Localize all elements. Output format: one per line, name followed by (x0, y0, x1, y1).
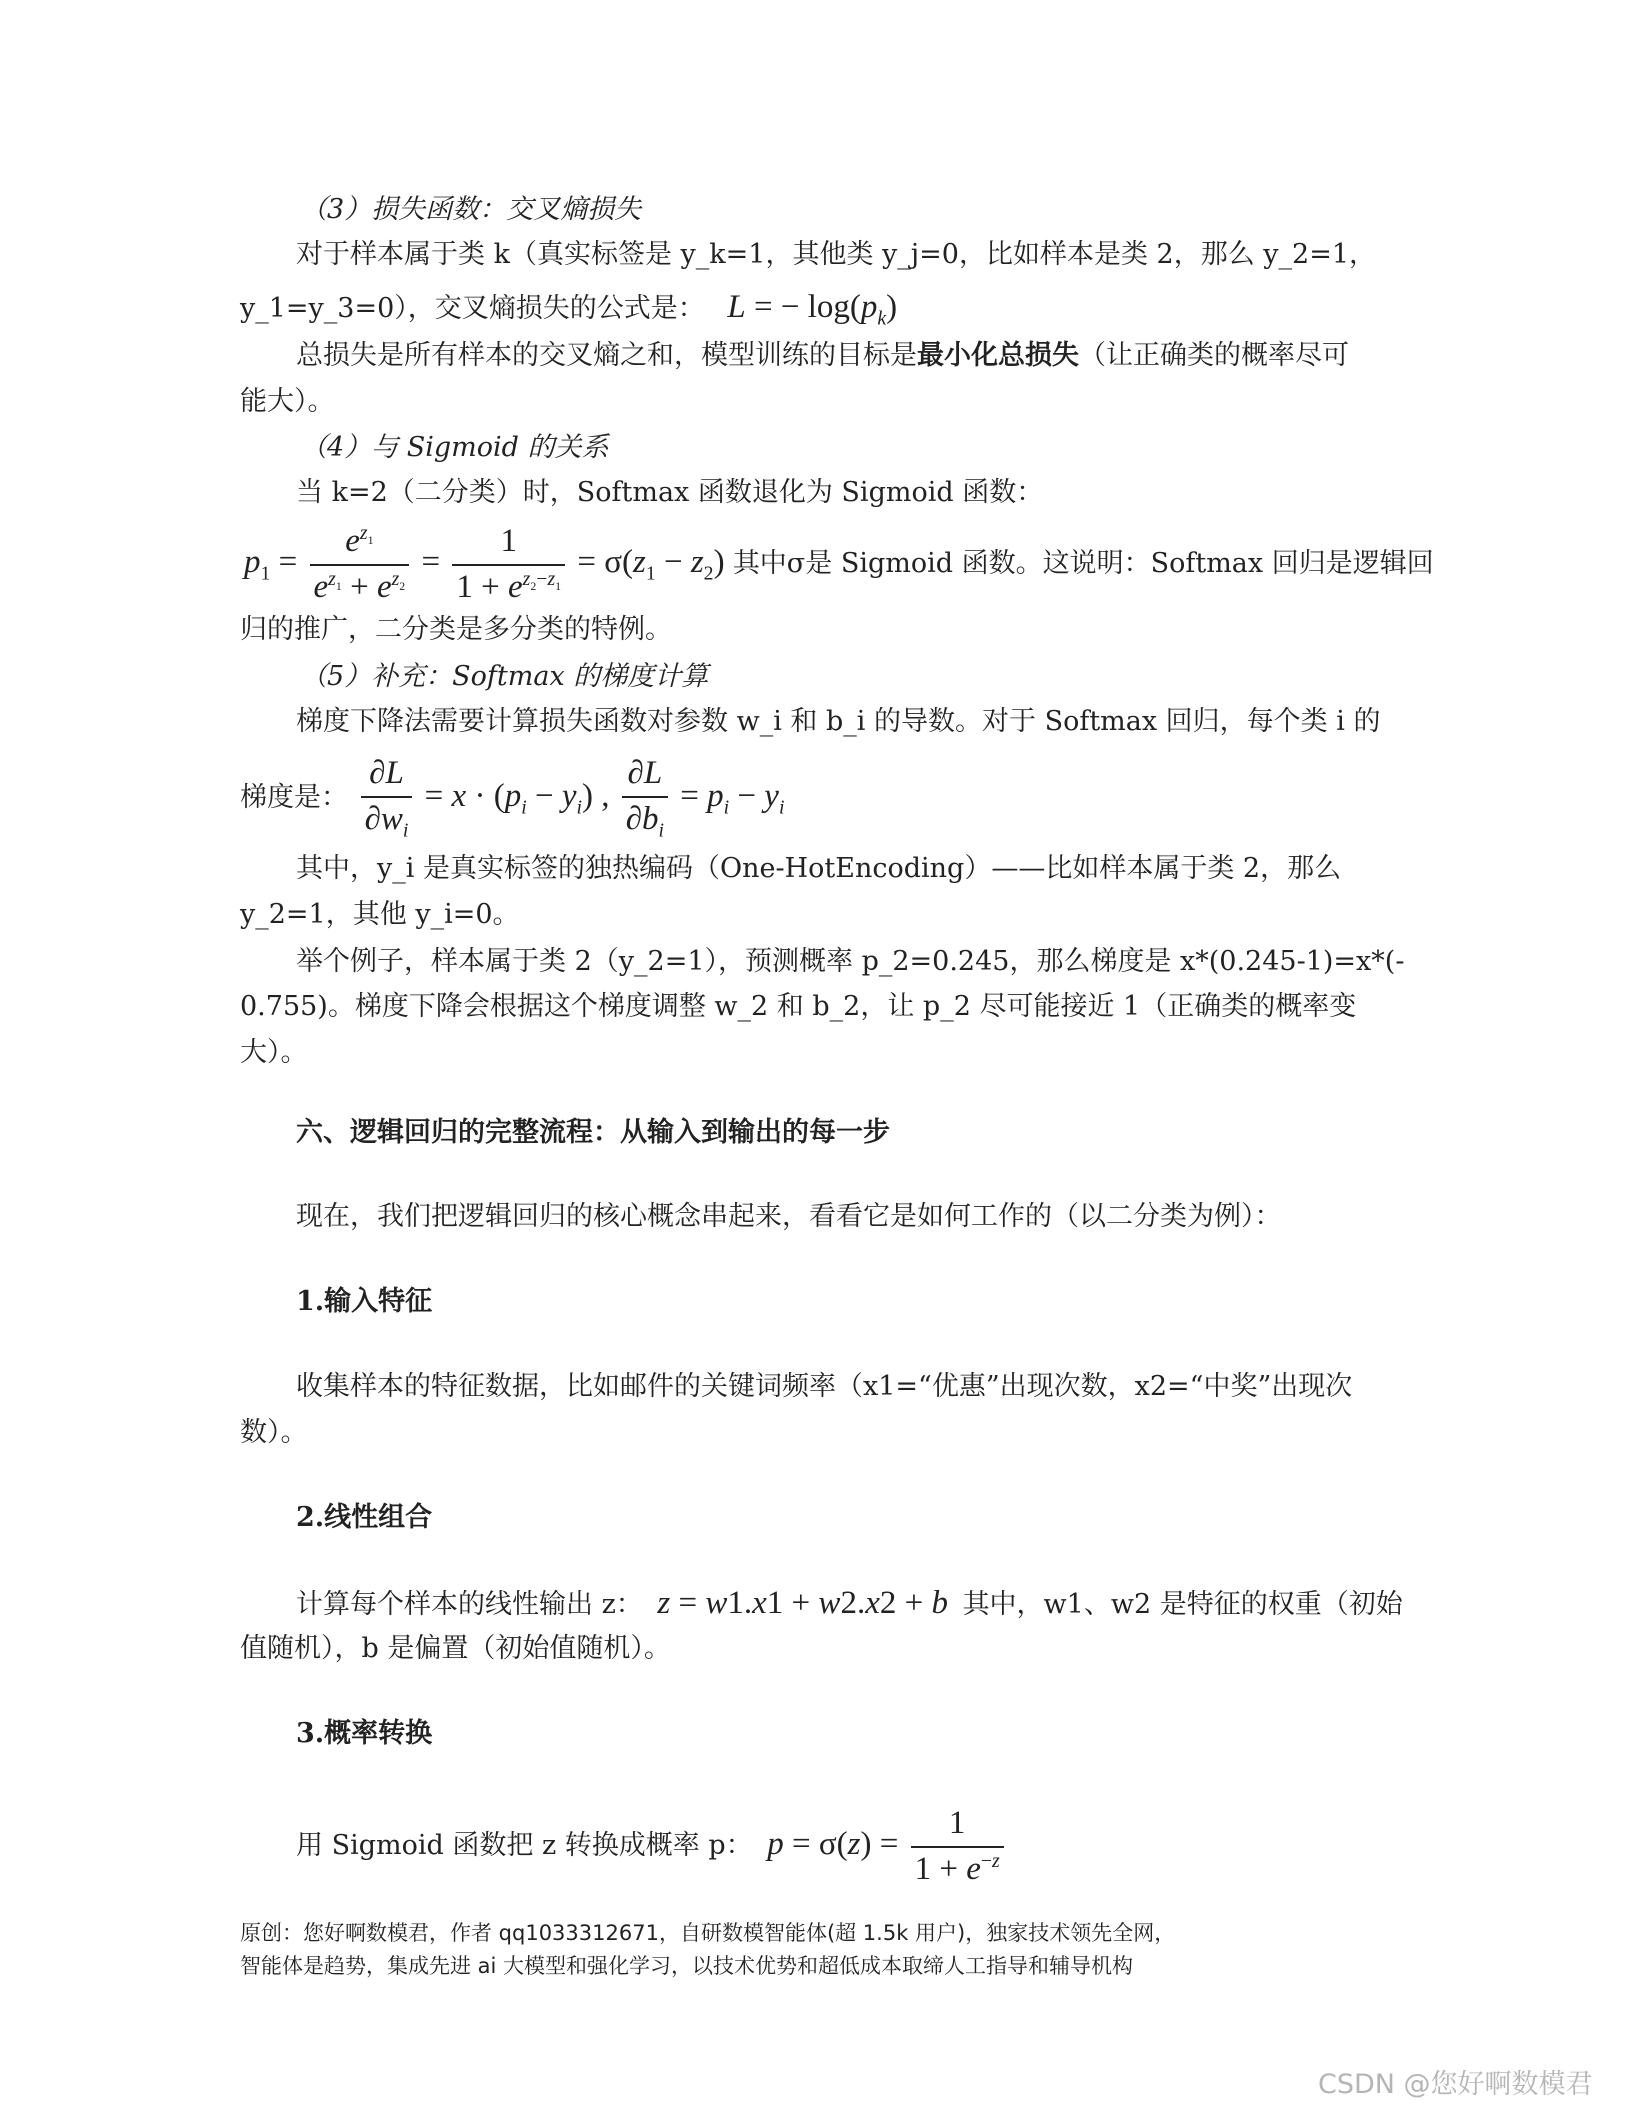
fraction-dl-db: $\frac{\partial L}{\partial b_i}$ (622, 754, 668, 843)
sec3-heading: （3）损失函数：交叉熵损失 (300, 194, 642, 225)
linear-combination-formula: z = w1.x1 + w2.x2 + b (657, 1585, 948, 1621)
sec5-para3-line1: 举个例子，样本属于类 2（y_2=1），预测概率 p_2=0.245，那么梯度是 x*(0.245-1)=x*(- (296, 946, 1405, 977)
sec4-para1: 当 k=2（二分类）时，Softmax 函数退化为 Sigmoid 函数： (296, 477, 1044, 508)
sec3-para1-line1: 对于样本属于类 k（真实标签是 y_k=1，其他类 y_j=0，比如样本是类 2，那么 y_2=1， (296, 239, 1377, 270)
footer-line1: 原创：您好啊数模君，作者 qq1033312671，自研数模智能体(超 1.5k 用户)，独家技术领先全网， (240, 1921, 1176, 1945)
sec3-para2-bold: 最小化总损失 (917, 340, 1079, 371)
sec5-para3-line3: 大）。 (240, 1037, 308, 1068)
fraction-sigmoid-p: $\frac{1}{1 + e^{-z}}$ (911, 1804, 1004, 1889)
sec3-para2-line2: 能大）。 (240, 386, 335, 417)
sec4-heading: （4）与 Sigmoid 的关系 (300, 432, 609, 463)
sec3-para1-line2 (240, 288, 897, 331)
sec5-para3-line2: 0.755)。梯度下降会根据这个梯度调整 w_2 和 b_2，让 p_2 尽可能接近 1（正确类的概率变 (240, 991, 1357, 1022)
sigmoid-relation-line (244, 522, 1434, 607)
sec4-para2-line2: 归的推广，二分类是多分类的特例。 (240, 614, 672, 645)
sec3-para2-post: （让正确类的概率尽可 (1079, 340, 1349, 371)
sec5-para2-line2: y_2=1，其他 y_i=0。 (240, 899, 520, 930)
step3-line1 (296, 1804, 1008, 1889)
sec4-formula-tail: 其中σ是 Sigmoid 函数。这说明：Softmax 回归是逻辑回 (732, 548, 1434, 580)
step3-pre: 用 Sigmoid 函数把 z 转换成概率 p： (296, 1830, 753, 1862)
step1-line1: 收集样本的特征数据，比如邮件的关键词频率（x1=“优惠”出现次数，x2=“中奖”出现次 (296, 1371, 1353, 1402)
sec5-para1: 梯度下降法需要计算损失函数对参数 w_i 和 b_i 的导数。对于 Softmax 回归，每个类 i 的 (296, 706, 1381, 737)
step1-heading: 1.输入特征 (296, 1286, 433, 1317)
sec5-para2-line1: 其中，y_i 是真实标签的独热编码（One-HotEncoding）——比如样本属于类 2，那么 (296, 853, 1342, 884)
step3-heading: 3.概率转换 (296, 1718, 433, 1749)
step2-line2: 值随机），b 是偏置（初始值随机）。 (240, 1633, 671, 1664)
fraction-softmax: $\frac{e^{z_1}}{e^{z_1} + e^{z_2}}$ (310, 522, 410, 607)
sec5-heading: （5）补充：Softmax 的梯度计算 (300, 661, 709, 692)
fraction-sigmoid: $\frac{1}{1 + e^{z_2-z_1}}$ (452, 522, 565, 607)
sigmoid-formula: p = σ(z) = $\frac{1}{1 + e^{-z}}$ (767, 1826, 1007, 1862)
step2-pre: 计算每个样本的线性输出 z： (296, 1589, 643, 1620)
sec5-grad-pre: 梯度是： (240, 782, 348, 814)
csdn-watermark: CSDN @您好啊数模君 (1318, 2069, 1593, 2100)
step2-heading: 2.线性组合 (296, 1502, 433, 1533)
softmax-sigmoid-formula: $p_1$ = $\frac{e^{z_1}}{e^{z_1} + e^{z_2}}$ = $\frac{1}{1 + e^{z_2-z_1}}$ = $\sigma(z_1 - z_2)$ (244, 544, 733, 580)
sec3-para1-line2-text: y_1=y_3=0），交叉熵损失的公式是： (240, 293, 705, 324)
step2-line1 (296, 1584, 1403, 1624)
footer-line2: 智能体是趋势，集成先进 ai 大模型和强化学习，以技术优势和超低成本取缔人工指导和辅导机构 (240, 1954, 1134, 1978)
fraction-dl-dw: $\frac{\partial L}{\partial w_i}$ (361, 754, 413, 843)
sec3-para2-line1 (296, 340, 1349, 372)
sec3-para2-pre: 总损失是所有样本的交叉熵之和，模型训练的目标是 (296, 340, 917, 371)
sec6-intro: 现在，我们把逻辑回归的核心概念串起来，看看它是如何工作的（以二分类为例）： (296, 1201, 1282, 1232)
sec6-heading: 六、逻辑回归的完整流程：从输入到输出的每一步 (296, 1117, 890, 1148)
gradient-formula: $\frac{\partial L}{\partial w_i}$ = $x \cdot (p_i - y_i)$ , $\frac{\partial L}{\partial b_i}$ = $p_i - y_i$ (357, 778, 785, 814)
gradient-line (240, 754, 784, 843)
cross-entropy-formula: L = − $\log(p_k)$ (727, 289, 898, 330)
step2-post: 其中，w1、w2 是特征的权重（初始 (962, 1589, 1403, 1620)
step1-line2: 数）。 (240, 1417, 308, 1448)
